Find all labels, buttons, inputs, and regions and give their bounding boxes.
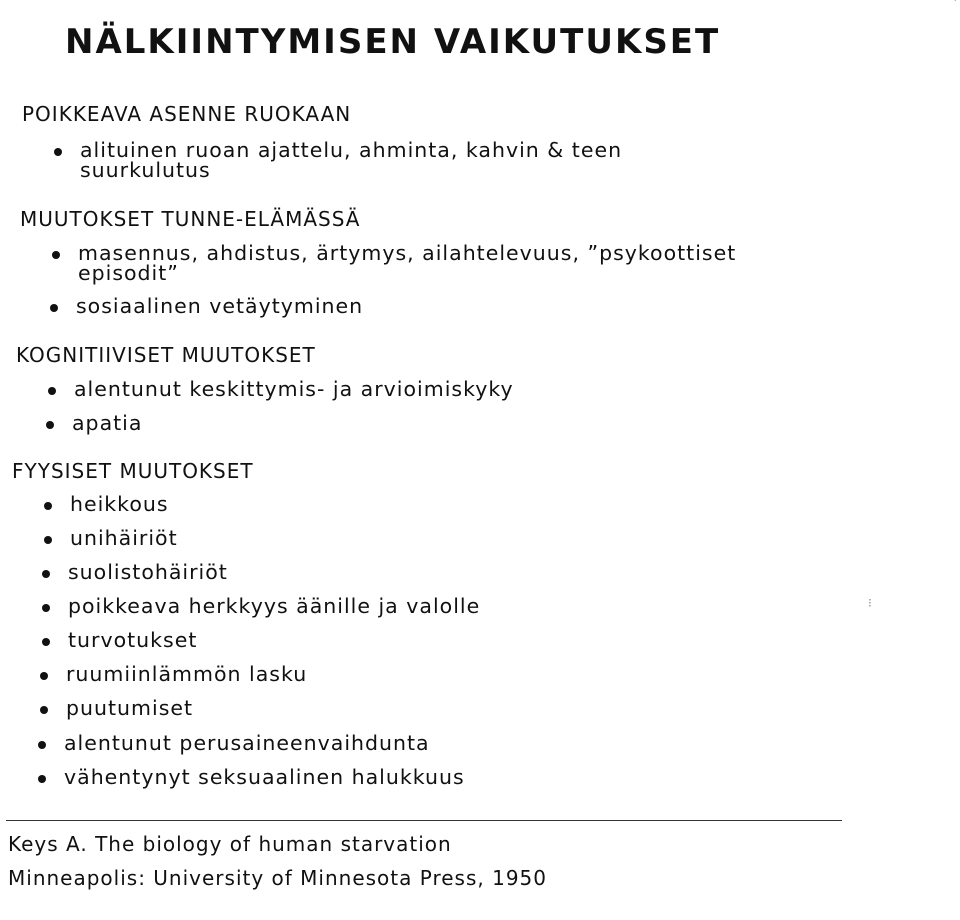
list-item [72,413,142,433]
section-heading-tunne: MUUTOKSET TUNNE-ELÄMÄSSÄ [20,207,361,231]
bullet-icon [38,741,46,749]
scan-speck: ⁝ [868,596,872,610]
list-item [70,528,178,548]
bullet-icon [48,387,56,395]
bullet-icon [42,638,50,646]
bullet-icon [42,604,50,612]
list-item-line: vähentynyt seksuaalinen halukkuus [64,765,465,789]
list-item [64,733,430,753]
reference-line-1: Keys A. The biology of human starvation [8,832,452,856]
list-item [64,767,465,787]
section-heading-fyysiset: FYYSISET MUUTOKSET [12,459,254,483]
bullet-icon [50,304,58,312]
list-item [76,296,363,316]
list-item [66,698,193,718]
scan-corner-mark [937,0,956,1]
list-item-line: alituinen ruoan ajattelu, ahminta, kahvin & teen [80,138,623,162]
list-item-line: ruumiinlämmön lasku [66,662,308,686]
bullet-icon [52,251,60,259]
list-item [74,379,514,399]
list-item [68,596,480,616]
list-item [80,140,622,180]
bullet-icon [40,672,48,680]
section-heading-kognitiiviset: KOGNITIIVISET MUUTOKSET [16,343,316,367]
list-item-line: suurkulutus [80,158,211,182]
bullet-icon [46,421,54,429]
list-item [66,664,307,684]
list-item [78,243,736,283]
section-heading-poikkeava: POIKKEAVA ASENNE RUOKAAN [22,102,352,126]
bullet-icon [44,502,52,510]
bullet-icon [44,536,52,544]
list-item-line: sosiaalinen vetäytyminen [76,294,364,318]
bullet-icon [54,148,62,156]
list-item-line: masennus, ahdistus, ärtymys, ailahtelevuus, ”psykoottiset [78,241,737,265]
list-item-line: turvotukset [68,628,198,652]
reference-divider [6,820,842,821]
list-item [68,562,228,582]
list-item-line: suolistohäiriöt [68,560,228,584]
bullet-icon [42,570,50,578]
list-item-line: alentunut keskittymis- ja arvioimiskyky [74,377,514,401]
list-item-line: alentunut perusaineenvaihdunta [64,731,430,755]
list-item [70,494,169,514]
bullet-icon [38,775,46,783]
list-item-line: apatia [72,411,143,435]
reference-line-2: Minneapolis: University of Minnesota Press, 1950 [8,866,547,890]
list-item-line: poikkeava herkkyys äänille ja valolle [68,594,481,618]
page-title: NÄLKIINTYMISEN VAIKUTUKSET [65,22,721,62]
list-item-line: episodit” [78,261,179,285]
list-item-line: heikkous [70,492,169,516]
list-item [68,630,197,650]
bullet-icon [40,706,48,714]
list-item-line: unihäiriöt [70,526,178,550]
list-item-line: puutumiset [66,696,194,720]
